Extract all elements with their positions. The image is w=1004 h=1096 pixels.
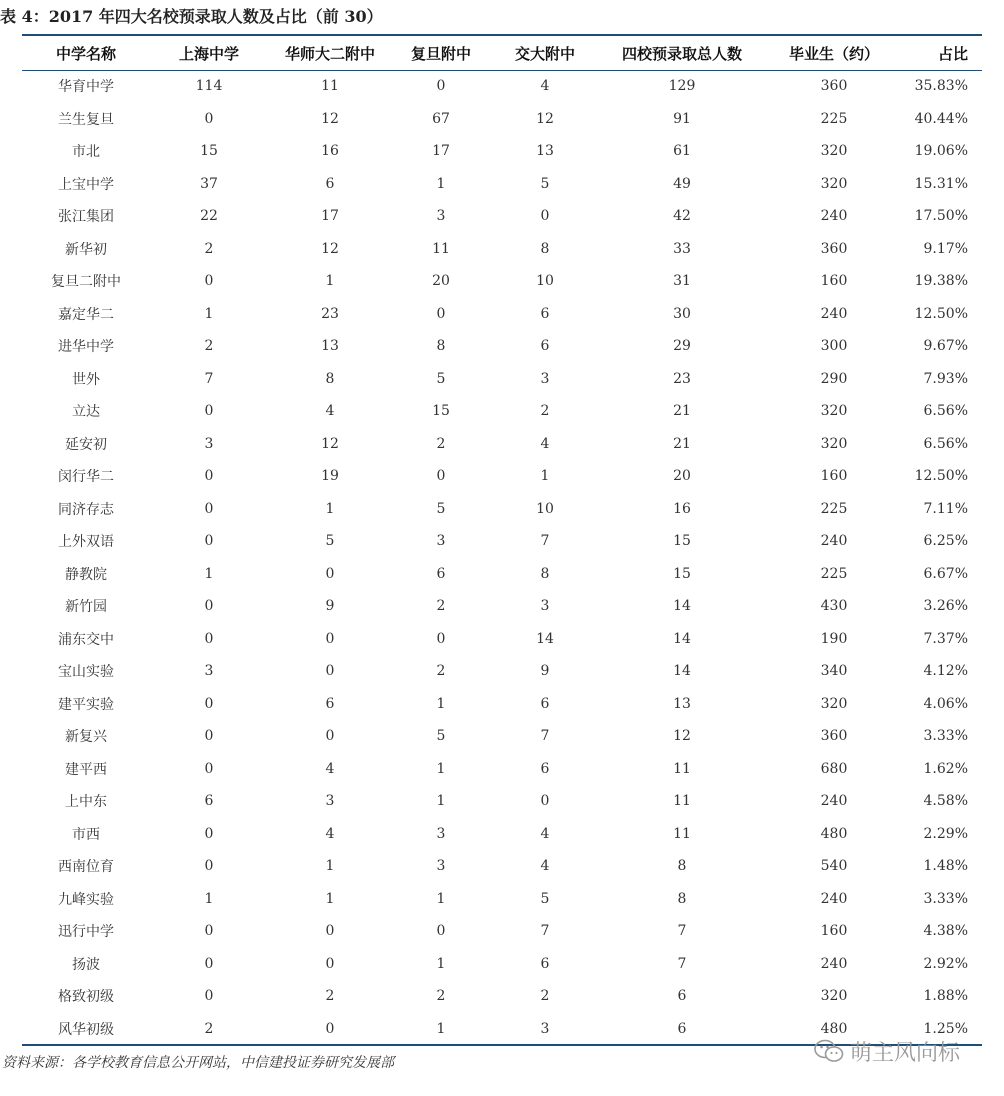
cell-school-name: 新华初 — [65, 241, 107, 258]
table-row — [22, 103, 982, 136]
cell-total-count: 11 — [673, 760, 691, 777]
table-row — [22, 948, 982, 981]
source-note: 资料来源：各学校教育信息公开网站，中信建投证券研究发展部 — [2, 1055, 394, 1071]
cell-ratio: 6.56% — [923, 435, 968, 452]
cell-sjtu-affiliated-count: 8 — [540, 565, 550, 582]
cell-shanghai-high-count: 0 — [204, 403, 214, 420]
cell-ecnu-second-count: 6 — [325, 695, 335, 712]
cell-sjtu-affiliated-count: 14 — [536, 630, 554, 647]
table-row — [22, 688, 982, 721]
cell-fudan-affiliated-count: 20 — [432, 273, 450, 290]
cell-shanghai-high-count: 1 — [204, 565, 214, 582]
cell-ecnu-second-count: 0 — [325, 728, 335, 745]
cell-total-count: 49 — [673, 175, 691, 192]
cell-school-name: 迅行中学 — [58, 924, 114, 941]
cell-ecnu-second-count: 0 — [325, 663, 335, 680]
cell-ecnu-second-count: 1 — [325, 890, 335, 907]
cell-school-name: 新复兴 — [65, 729, 107, 746]
cell-total-count: 30 — [673, 305, 691, 322]
cell-total-count: 20 — [673, 468, 691, 485]
cell-fudan-affiliated-count: 67 — [432, 110, 450, 127]
cell-fudan-affiliated-count: 0 — [436, 923, 446, 940]
cell-fudan-affiliated-count: 11 — [432, 240, 450, 257]
cell-fudan-affiliated-count: 1 — [436, 760, 446, 777]
cell-sjtu-affiliated-count: 0 — [540, 208, 550, 225]
cell-sjtu-affiliated-count: 7 — [540, 923, 550, 940]
cell-school-name: 华育中学 — [58, 79, 114, 96]
cell-ecnu-second-count: 4 — [325, 760, 335, 777]
cell-ecnu-second-count: 23 — [321, 305, 339, 322]
cell-fudan-affiliated-count: 6 — [436, 565, 446, 582]
cell-school-name: 立达 — [72, 404, 100, 421]
cell-school-name: 市北 — [72, 144, 100, 161]
cell-fudan-affiliated-count: 1 — [436, 175, 446, 192]
cell-fudan-affiliated-count: 1 — [436, 890, 446, 907]
cell-total-count: 7 — [677, 923, 687, 940]
table-row — [22, 460, 982, 493]
cell-school-name: 嘉定华二 — [58, 306, 114, 323]
cell-school-name: 风华初级 — [58, 1021, 114, 1038]
cell-ecnu-second-count: 8 — [325, 370, 335, 387]
cell-sjtu-affiliated-count: 10 — [536, 500, 554, 517]
header-school: 中学名称 — [55, 44, 116, 63]
cell-shanghai-high-count: 2 — [204, 240, 214, 257]
table-row — [22, 818, 982, 851]
table-row — [22, 298, 982, 331]
watermark-text: 萌主风向标 — [850, 1040, 961, 1066]
cell-ecnu-second-count: 12 — [321, 435, 339, 452]
cell-school-name: 市西 — [72, 826, 100, 843]
cell-fudan-affiliated-count: 1 — [436, 695, 446, 712]
table-row — [22, 70, 982, 103]
cell-graduates-count: 190 — [820, 630, 848, 647]
table-row — [22, 493, 982, 526]
header-ecnu-second: 华师大二附中 — [284, 44, 375, 63]
cell-fudan-affiliated-count: 0 — [436, 305, 446, 322]
cell-shanghai-high-count: 0 — [204, 760, 214, 777]
cell-ecnu-second-count: 17 — [321, 208, 339, 225]
table-row — [22, 395, 982, 428]
cell-total-count: 14 — [673, 663, 691, 680]
cell-total-count: 8 — [677, 890, 687, 907]
cell-ratio: 3.26% — [923, 598, 968, 615]
cell-total-count: 21 — [673, 403, 691, 420]
cell-total-count: 14 — [673, 598, 691, 615]
cell-shanghai-high-count: 0 — [204, 468, 214, 485]
cell-school-name: 复旦二附中 — [51, 274, 121, 291]
cell-graduates-count: 160 — [820, 468, 848, 485]
cell-sjtu-affiliated-count: 2 — [540, 403, 550, 420]
cell-total-count: 14 — [673, 630, 691, 647]
cell-graduates-count: 360 — [820, 240, 848, 257]
table-row — [22, 428, 982, 461]
cell-shanghai-high-count: 0 — [204, 923, 214, 940]
cell-ratio: 4.06% — [923, 695, 968, 712]
cell-graduates-count: 480 — [820, 825, 848, 842]
cell-school-name: 上中东 — [65, 794, 107, 811]
cell-graduates-count: 340 — [820, 663, 848, 680]
table-body — [22, 70, 982, 1045]
cell-total-count: 7 — [677, 955, 687, 972]
cell-ratio: 35.83% — [914, 78, 968, 95]
cell-total-count: 21 — [673, 435, 691, 452]
cell-ecnu-second-count: 3 — [325, 793, 335, 810]
cell-graduates-count: 225 — [820, 565, 848, 582]
cell-total-count: 8 — [677, 858, 687, 875]
cell-shanghai-high-count: 0 — [204, 110, 214, 127]
cell-fudan-affiliated-count: 0 — [436, 78, 446, 95]
table-row — [22, 135, 982, 168]
table-row — [22, 850, 982, 883]
cell-ecnu-second-count: 4 — [325, 825, 335, 842]
cell-school-name: 格致初级 — [58, 989, 114, 1006]
cell-ratio: 3.33% — [923, 728, 968, 745]
cell-ratio: 1.25% — [923, 1020, 968, 1037]
header-fudan-affiliated: 复旦附中 — [410, 44, 471, 63]
cell-sjtu-affiliated-count: 7 — [540, 728, 550, 745]
cell-graduates-count: 320 — [820, 695, 848, 712]
cell-total-count: 6 — [677, 988, 687, 1005]
cell-shanghai-high-count: 114 — [195, 78, 223, 95]
cell-total-count: 15 — [673, 565, 691, 582]
cell-sjtu-affiliated-count: 1 — [540, 468, 550, 485]
cell-fudan-affiliated-count: 3 — [436, 825, 446, 842]
cell-school-name: 进华中学 — [58, 339, 114, 356]
cell-fudan-affiliated-count: 8 — [436, 338, 446, 355]
cell-shanghai-high-count: 6 — [204, 793, 214, 810]
cell-school-name: 宝山实验 — [58, 664, 114, 681]
cell-fudan-affiliated-count: 2 — [436, 663, 446, 680]
cell-total-count: 91 — [673, 110, 691, 127]
cell-shanghai-high-count: 37 — [200, 175, 218, 192]
cell-total-count: 42 — [673, 208, 691, 225]
cell-shanghai-high-count: 3 — [204, 435, 214, 452]
cell-graduates-count: 160 — [820, 923, 848, 940]
cell-shanghai-high-count: 3 — [204, 663, 214, 680]
cell-ratio: 1.88% — [923, 988, 968, 1005]
cell-fudan-affiliated-count: 1 — [436, 793, 446, 810]
cell-graduates-count: 300 — [820, 338, 848, 355]
cell-school-name: 上外双语 — [58, 534, 114, 551]
cell-shanghai-high-count: 7 — [204, 370, 214, 387]
cell-ratio: 19.38% — [914, 273, 968, 290]
cell-ratio: 9.67% — [923, 338, 968, 355]
cell-shanghai-high-count: 0 — [204, 533, 214, 550]
header-graduates: 毕业生（约） — [788, 44, 879, 63]
cell-total-count: 16 — [673, 500, 691, 517]
cell-total-count: 12 — [673, 728, 691, 745]
cell-ecnu-second-count: 19 — [321, 468, 339, 485]
cell-shanghai-high-count: 0 — [204, 273, 214, 290]
cell-total-count: 129 — [668, 78, 696, 95]
cell-ecnu-second-count: 0 — [325, 1020, 335, 1037]
cell-ecnu-second-count: 12 — [321, 110, 339, 127]
cell-fudan-affiliated-count: 2 — [436, 435, 446, 452]
cell-graduates-count: 320 — [820, 988, 848, 1005]
cell-ratio: 12.50% — [914, 305, 968, 322]
cell-total-count: 13 — [673, 695, 691, 712]
table-row — [22, 753, 982, 786]
table-row — [22, 233, 982, 266]
cell-ratio: 3.33% — [923, 890, 968, 907]
table-row — [22, 168, 982, 201]
cell-shanghai-high-count: 0 — [204, 598, 214, 615]
cell-fudan-affiliated-count: 2 — [436, 988, 446, 1005]
cell-fudan-affiliated-count: 0 — [436, 468, 446, 485]
cell-shanghai-high-count: 0 — [204, 695, 214, 712]
cell-ratio: 4.12% — [923, 663, 968, 680]
cell-sjtu-affiliated-count: 3 — [540, 598, 550, 615]
cell-graduates-count: 160 — [820, 273, 848, 290]
cell-shanghai-high-count: 2 — [204, 1020, 214, 1037]
table-row — [22, 265, 982, 298]
cell-sjtu-affiliated-count: 6 — [540, 760, 550, 777]
cell-school-name: 新竹园 — [65, 599, 107, 616]
cell-fudan-affiliated-count: 0 — [436, 630, 446, 647]
cell-sjtu-affiliated-count: 4 — [540, 435, 550, 452]
header-shanghai-high: 上海中学 — [178, 44, 239, 63]
cell-shanghai-high-count: 1 — [204, 890, 214, 907]
cell-ratio: 9.17% — [923, 240, 968, 257]
table-row — [22, 655, 982, 688]
cell-total-count: 6 — [677, 1020, 687, 1037]
cell-sjtu-affiliated-count: 3 — [540, 370, 550, 387]
cell-ecnu-second-count: 0 — [325, 565, 335, 582]
cell-school-name: 静教院 — [65, 566, 107, 583]
cell-school-name: 上宝中学 — [58, 176, 114, 193]
cell-ecnu-second-count: 1 — [325, 500, 335, 517]
cell-school-name: 建平实验 — [58, 696, 114, 713]
cell-graduates-count: 240 — [820, 890, 848, 907]
cell-total-count: 23 — [673, 370, 691, 387]
cell-shanghai-high-count: 22 — [200, 208, 218, 225]
cell-total-count: 61 — [673, 143, 691, 160]
cell-shanghai-high-count: 0 — [204, 955, 214, 972]
cell-sjtu-affiliated-count: 7 — [540, 533, 550, 550]
cell-graduates-count: 360 — [820, 728, 848, 745]
cell-sjtu-affiliated-count: 2 — [540, 988, 550, 1005]
cell-sjtu-affiliated-count: 5 — [540, 890, 550, 907]
header-four-school-total: 四校预录取总人数 — [621, 44, 742, 63]
header-row — [22, 36, 982, 70]
cell-sjtu-affiliated-count: 10 — [536, 273, 554, 290]
cell-ecnu-second-count: 2 — [325, 988, 335, 1005]
cell-graduates-count: 320 — [820, 143, 848, 160]
cell-fudan-affiliated-count: 15 — [432, 403, 450, 420]
table-row — [22, 915, 982, 948]
cell-ratio: 4.38% — [923, 923, 968, 940]
table-row — [22, 525, 982, 558]
cell-shanghai-high-count: 2 — [204, 338, 214, 355]
cell-ratio: 6.25% — [923, 533, 968, 550]
cell-ecnu-second-count: 0 — [325, 630, 335, 647]
cell-ecnu-second-count: 4 — [325, 403, 335, 420]
cell-ratio: 6.67% — [923, 565, 968, 582]
cell-ratio: 17.50% — [914, 208, 968, 225]
table-row — [22, 720, 982, 753]
cell-sjtu-affiliated-count: 6 — [540, 955, 550, 972]
header-sjtu-affiliated: 交大附中 — [514, 44, 575, 63]
cell-total-count: 11 — [673, 825, 691, 842]
cell-fudan-affiliated-count: 1 — [436, 1020, 446, 1037]
table-row — [22, 363, 982, 396]
cell-shanghai-high-count: 0 — [204, 500, 214, 517]
cell-school-name: 扬波 — [72, 956, 100, 973]
cell-school-name: 世外 — [72, 371, 100, 388]
cell-sjtu-affiliated-count: 13 — [536, 143, 554, 160]
cell-graduates-count: 290 — [820, 370, 848, 387]
cell-shanghai-high-count: 15 — [200, 143, 218, 160]
table-title: 表 4：2017 年四大名校预录取人数及占比（前 30） — [0, 7, 383, 26]
cell-ecnu-second-count: 0 — [325, 923, 335, 940]
cell-graduates-count: 320 — [820, 175, 848, 192]
cell-graduates-count: 480 — [820, 1020, 848, 1037]
cell-total-count: 29 — [673, 338, 691, 355]
cell-graduates-count: 240 — [820, 533, 848, 550]
cell-ratio: 15.31% — [914, 175, 968, 192]
cell-ecnu-second-count: 9 — [325, 598, 335, 615]
cell-ratio: 1.62% — [923, 760, 968, 777]
table-row — [22, 785, 982, 818]
watermark — [814, 1036, 960, 1066]
cell-ecnu-second-count: 5 — [325, 533, 335, 550]
cell-shanghai-high-count: 0 — [204, 858, 214, 875]
cell-school-name: 延安初 — [65, 436, 107, 453]
table-row — [22, 330, 982, 363]
cell-ratio: 1.48% — [923, 858, 968, 875]
cell-school-name: 张江集团 — [58, 209, 114, 226]
cell-shanghai-high-count: 0 — [204, 988, 214, 1005]
cell-fudan-affiliated-count: 3 — [436, 533, 446, 550]
cell-sjtu-affiliated-count: 12 — [536, 110, 554, 127]
cell-ecnu-second-count: 6 — [325, 175, 335, 192]
table-row — [22, 980, 982, 1013]
cell-graduates-count: 240 — [820, 208, 848, 225]
cell-school-name: 建平西 — [65, 761, 107, 778]
cell-total-count: 11 — [673, 793, 691, 810]
cell-ecnu-second-count: 0 — [325, 955, 335, 972]
cell-ecnu-second-count: 16 — [321, 143, 339, 160]
cell-graduates-count: 240 — [820, 793, 848, 810]
admission-table — [22, 36, 982, 1045]
cell-fudan-affiliated-count: 3 — [436, 858, 446, 875]
cell-sjtu-affiliated-count: 3 — [540, 1020, 550, 1037]
cell-sjtu-affiliated-count: 6 — [540, 305, 550, 322]
cell-sjtu-affiliated-count: 4 — [540, 825, 550, 842]
cell-fudan-affiliated-count: 3 — [436, 208, 446, 225]
cell-ratio: 2.92% — [923, 955, 968, 972]
table-row — [22, 623, 982, 656]
cell-school-name: 闵行华二 — [58, 469, 114, 486]
cell-school-name: 西南位育 — [58, 859, 114, 876]
cell-sjtu-affiliated-count: 0 — [540, 793, 550, 810]
cell-sjtu-affiliated-count: 4 — [540, 78, 550, 95]
cell-sjtu-affiliated-count: 9 — [540, 663, 550, 680]
cell-graduates-count: 240 — [820, 955, 848, 972]
cell-ecnu-second-count: 11 — [321, 78, 339, 95]
cell-ratio: 7.11% — [923, 500, 968, 517]
cell-ratio: 7.37% — [923, 630, 968, 647]
cell-ratio: 40.44% — [914, 110, 968, 127]
cell-school-name: 兰生复旦 — [58, 111, 114, 128]
cell-ecnu-second-count: 12 — [321, 240, 339, 257]
cell-total-count: 15 — [673, 533, 691, 550]
cell-graduates-count: 225 — [820, 500, 848, 517]
cell-graduates-count: 225 — [820, 110, 848, 127]
cell-school-name: 九峰实验 — [58, 891, 114, 908]
cell-fudan-affiliated-count: 5 — [436, 728, 446, 745]
cell-ratio: 12.50% — [914, 468, 968, 485]
cell-ecnu-second-count: 1 — [325, 273, 335, 290]
cell-school-name: 浦东交中 — [58, 631, 114, 648]
cell-graduates-count: 430 — [820, 598, 848, 615]
cell-graduates-count: 540 — [820, 858, 848, 875]
cell-fudan-affiliated-count: 1 — [436, 955, 446, 972]
cell-shanghai-high-count: 1 — [204, 305, 214, 322]
cell-fudan-affiliated-count: 5 — [436, 500, 446, 517]
cell-graduates-count: 360 — [820, 78, 848, 95]
cell-ratio: 7.93% — [923, 370, 968, 387]
cell-fudan-affiliated-count: 17 — [432, 143, 450, 160]
cell-shanghai-high-count: 0 — [204, 630, 214, 647]
cell-graduates-count: 320 — [820, 435, 848, 452]
cell-total-count: 31 — [673, 273, 691, 290]
cell-total-count: 33 — [673, 240, 691, 257]
cell-graduates-count: 680 — [820, 760, 848, 777]
cell-school-name: 同济存志 — [58, 501, 114, 518]
cell-ratio: 4.58% — [923, 793, 968, 810]
cell-sjtu-affiliated-count: 6 — [540, 338, 550, 355]
cell-graduates-count: 240 — [820, 305, 848, 322]
header-ratio: 占比 — [937, 44, 968, 63]
table-row — [22, 883, 982, 916]
cell-ecnu-second-count: 1 — [325, 858, 335, 875]
cell-ecnu-second-count: 13 — [321, 338, 339, 355]
wechat-icon — [814, 1039, 844, 1063]
table-row — [22, 558, 982, 591]
cell-sjtu-affiliated-count: 8 — [540, 240, 550, 257]
cell-sjtu-affiliated-count: 6 — [540, 695, 550, 712]
table-row — [22, 200, 982, 233]
cell-fudan-affiliated-count: 5 — [436, 370, 446, 387]
cell-sjtu-affiliated-count: 5 — [540, 175, 550, 192]
table-row — [22, 590, 982, 623]
cell-graduates-count: 320 — [820, 403, 848, 420]
cell-fudan-affiliated-count: 2 — [436, 598, 446, 615]
cell-ratio: 2.29% — [923, 825, 968, 842]
cell-ratio: 6.56% — [923, 403, 968, 420]
cell-shanghai-high-count: 0 — [204, 728, 214, 745]
cell-shanghai-high-count: 0 — [204, 825, 214, 842]
cell-sjtu-affiliated-count: 4 — [540, 858, 550, 875]
cell-ratio: 19.06% — [914, 143, 968, 160]
